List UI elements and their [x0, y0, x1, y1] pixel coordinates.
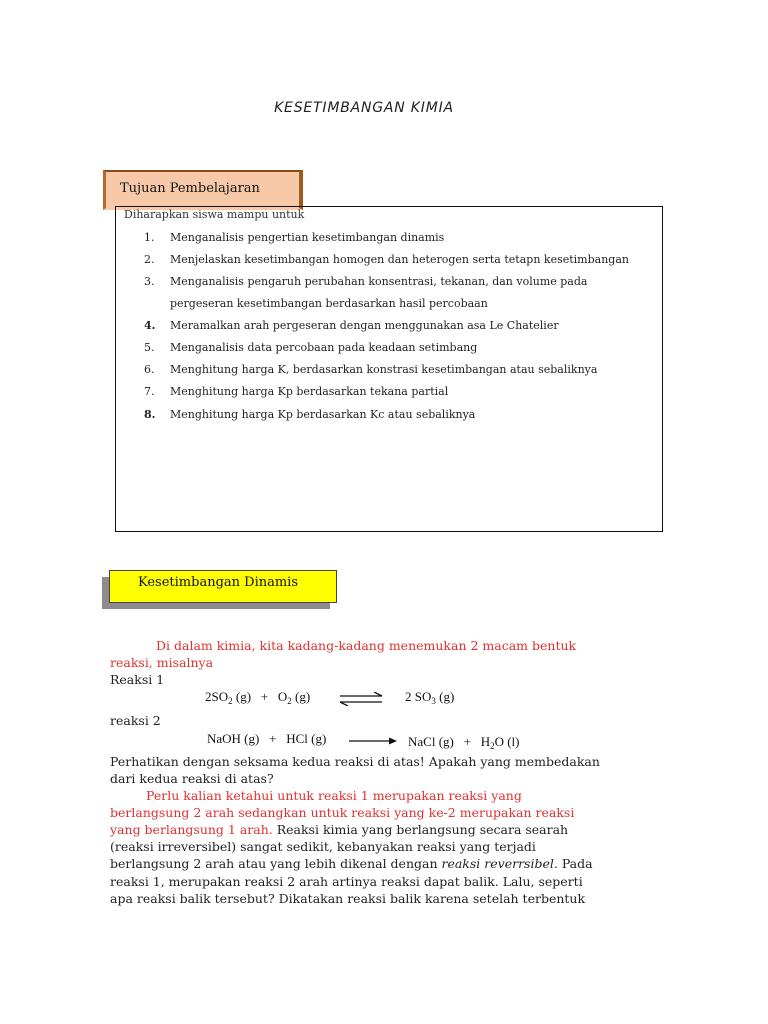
forward-arrow-icon	[347, 736, 399, 746]
objective-text: Menganalisis pengertian kesetimbangan dinamis	[170, 231, 445, 244]
objective-number: 4.	[144, 319, 156, 332]
learning-objectives-tab-label: Tujuan Pembelajaran	[120, 181, 260, 196]
intro-line: Di dalam kimia, kita kadang-kadang menemukan 2 macam bentuk	[156, 638, 577, 653]
objective-text: Menghitung harga Kp berdasarkan tekana partial	[170, 385, 449, 398]
objective-text: Menghitung harga Kp berdasarkan Kc atau sebaliknya	[170, 408, 476, 421]
explanation-line: Perlu kalian ketahui untuk reaksi 1 merupakan reaksi yang	[146, 788, 522, 803]
objective-text: Menganalisis pengaruh perubahan konsentrasi, tekanan, dan volume pada	[170, 275, 588, 288]
equation-1: $2SO_2$ (g) + $O_2$ (g)	[205, 689, 311, 706]
objective-number: 6.	[144, 363, 155, 376]
reaction-1-label: Reaksi 1	[110, 672, 165, 687]
objectives-intro: Diharapkan siswa mampu untuk	[124, 208, 305, 221]
section-tab	[109, 570, 337, 603]
objective-item	[144, 408, 475, 421]
objective-number: 1.	[144, 231, 155, 244]
objective-text: Menghitung harga K, berdasarkan konstrasi kesetimbangan atau sebaliknya	[170, 363, 598, 376]
objective-number: 8.	[144, 408, 156, 421]
objective-text: Menganalisis data percobaan pada keadaan setimbang	[170, 341, 478, 354]
equilibrium-arrow-icon	[338, 692, 386, 706]
section-tab-label: Kesetimbangan Dinamis	[138, 575, 299, 590]
explanation-line: apa reaksi balik tersebut? Dikatakan reaksi balik karena setelah terbentuk	[110, 891, 586, 906]
objective-item	[144, 341, 477, 354]
question-line: Perhatikan dengan seksama kedua reaksi di atas! Apakah yang membedakan	[110, 754, 600, 769]
document-title: KESETIMBANGAN KIMIA	[274, 100, 454, 116]
reaction-2-label: reaksi 2	[110, 713, 161, 728]
objective-item	[144, 231, 444, 244]
objective-item-continued	[144, 297, 488, 310]
objective-item	[144, 385, 448, 398]
learning-objectives-tab	[103, 170, 303, 210]
equation-2-product: NaCl (g) + $H_2O$ (l)	[408, 734, 520, 751]
explanation-line: berlangsung 2 arah atau yang lebih dikenal dengan reaksi reverrsibel. Pada	[110, 856, 593, 871]
explanation-line: (reaksi irreversibel) sangat sedikit, kebanyakan reaksi yang terjadi	[110, 839, 536, 854]
explanation-line: berlangsung 2 arah sedangkan untuk reaksi yang ke-2 merupakan reaksi	[110, 805, 575, 820]
objective-item	[144, 275, 587, 288]
objective-item	[144, 319, 559, 332]
intro-line: reaksi, misalnya	[110, 655, 214, 670]
objective-text: Menjelaskan kesetimbangan homogen dan heterogen serta tetapn kesetimbangan	[170, 253, 629, 266]
equation-1-product: 2 $SO_3$ (g)	[405, 689, 455, 706]
objective-number: 3.	[144, 275, 155, 288]
question-line: dari kedua reaksi di atas?	[110, 771, 274, 786]
objective-text: Meramalkan arah pergeseran dengan menggunakan asa Le Chatelier	[170, 319, 559, 332]
objective-number: 5.	[144, 341, 155, 354]
equation-2: NaOH (g) + HCl (g)	[207, 731, 327, 746]
objective-number: 7.	[144, 385, 155, 398]
objective-item	[144, 363, 597, 376]
objective-text: pergeseran kesetimbangan berdasarkan hasil percobaan	[170, 297, 488, 310]
explanation-line: yang berlangsung 1 arah. Reaksi kimia yang berlangsung secara searah	[110, 822, 569, 837]
explanation-line: reaksi 1, merupakan reaksi 2 arah artinya reaksi dapat balik. Lalu, seperti	[110, 874, 583, 889]
objective-number: 2.	[144, 253, 155, 266]
objective-item	[144, 253, 629, 266]
